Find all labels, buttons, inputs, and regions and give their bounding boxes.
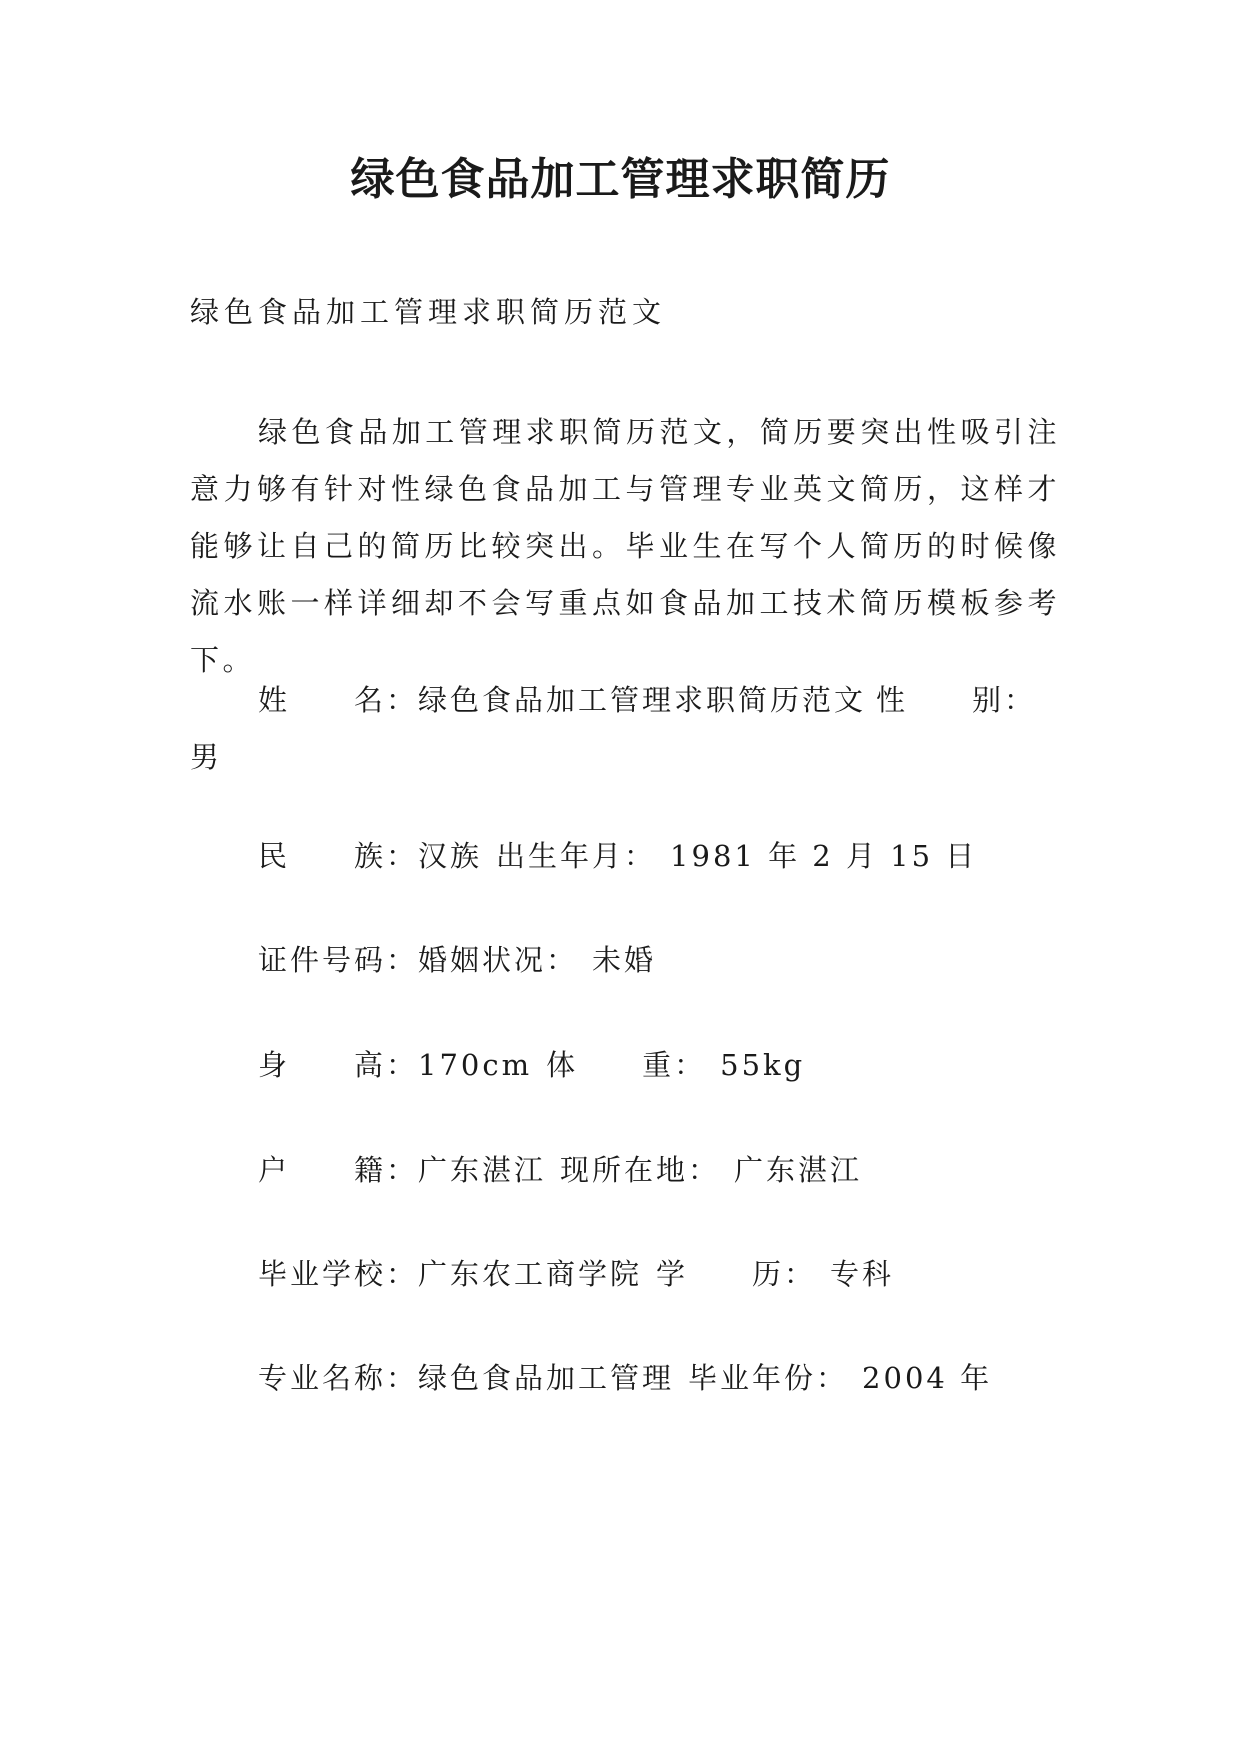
school-label: 毕业学校： (258, 1257, 419, 1291)
birth-value: 1981 年 2 月 15 日 (670, 839, 978, 873)
ethnicity-value: 汉族 (418, 839, 483, 873)
grad-year-value: 2004 年 (862, 1361, 993, 1395)
height-weight-line (190, 1037, 1060, 1094)
location-value: 广东湛江 (734, 1153, 863, 1187)
location-label: 现所在地： (560, 1153, 721, 1187)
height-label: 身 高： (258, 1048, 419, 1082)
school-value: 广东农工商学院 (418, 1257, 643, 1291)
name-gender-line (190, 672, 1060, 786)
weight-label: 体 重： (546, 1048, 707, 1082)
height-value: 170cm (418, 1048, 533, 1082)
document-title: 绿色食品加工管理求职简历 (350, 154, 891, 205)
marital-value: 未婚 (592, 943, 657, 977)
gender-value: 男 (190, 740, 223, 774)
grad-year-label: 毕业年份： (688, 1361, 849, 1395)
ethnicity-label: 民 族： (258, 839, 419, 873)
education-label: 学 历： (656, 1257, 817, 1291)
id-marital-line (190, 932, 1060, 989)
major-gradyear-line (190, 1350, 1060, 1407)
name-value: 绿色食品加工管理求职简历范文 (418, 683, 867, 717)
document-subtitle: 绿色食品加工管理求职简历范文 (190, 295, 667, 329)
major-label: 专业名称： (258, 1361, 419, 1395)
birth-label: 出生年月： (496, 839, 657, 873)
hukou-location-line (190, 1142, 1060, 1199)
school-education-line (190, 1246, 1060, 1303)
intro-paragraph: 绿色食品加工管理求职简历范文，简历要突出性吸引注意力够有针对性绿色食品加工与管理专业英文简历，这样才能够让自己的简历比较突出。毕业生在写个人简历的时候像流水账一样详细却不会写重点如食品加工技术简历模板参考下。 (190, 415, 1060, 677)
hukou-label: 户 籍： (258, 1153, 419, 1187)
hukou-value: 广东湛江 (418, 1153, 547, 1187)
id-label: 证件号码： (258, 943, 419, 977)
weight-value: 55kg (720, 1048, 806, 1082)
education-value: 专科 (830, 1257, 895, 1291)
gender-label: 性 别： (876, 683, 1037, 717)
major-value: 绿色食品加工管理 (418, 1361, 675, 1395)
ethnicity-birth-line (190, 828, 1060, 885)
marital-label: 婚姻状况： (418, 943, 579, 977)
name-label: 姓 名： (258, 683, 419, 717)
